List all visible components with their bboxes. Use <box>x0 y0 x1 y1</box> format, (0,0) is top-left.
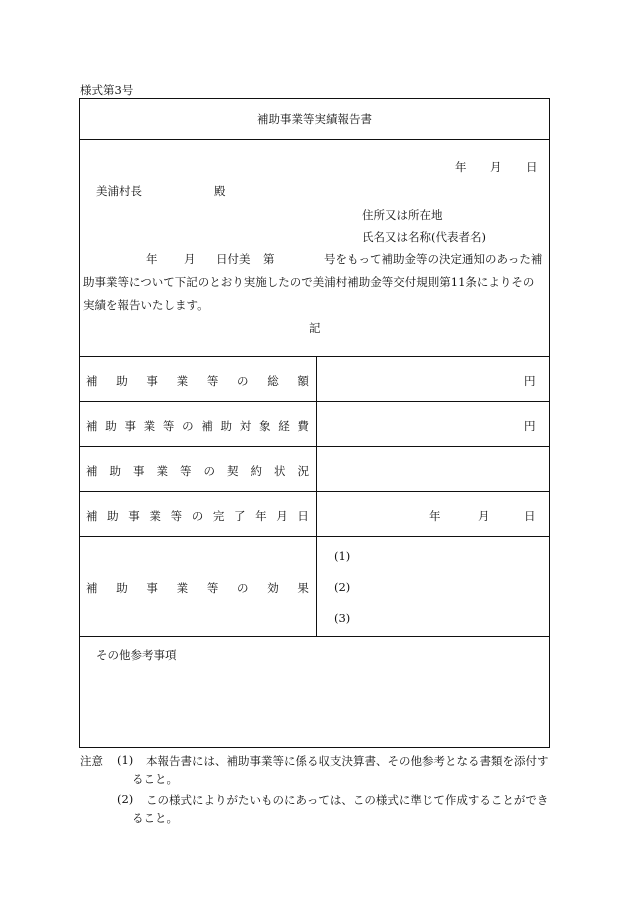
label-char: 補 <box>201 419 213 433</box>
effect-item-2: (2) <box>334 580 351 594</box>
addressee-name: 美浦村長 <box>96 184 142 198</box>
notes-heading: 注意 <box>80 754 103 768</box>
label-char: 助 <box>220 419 233 433</box>
note-2-line-1: この様式によりがたいものにあっては、この様式に準じて作成することができ <box>146 793 549 807</box>
label-char: 事 <box>146 581 158 595</box>
body-year: 年 <box>146 252 158 266</box>
label-char: 助 <box>116 374 128 388</box>
label-char: 助 <box>107 509 119 523</box>
effect-item-1: (1) <box>334 549 351 563</box>
ki-mark: 記 <box>309 321 321 335</box>
row-label-effect <box>86 580 309 596</box>
label-char: 対 <box>239 419 252 433</box>
name-label: 氏名又は名称(代表者名) <box>362 230 486 244</box>
label-char: の <box>237 581 249 595</box>
label-char: 業 <box>176 581 189 595</box>
divider <box>80 356 549 357</box>
row-label-contract-status <box>86 463 309 479</box>
form-number: 様式第3号 <box>80 83 134 97</box>
label-char: 事 <box>146 374 158 388</box>
label-char: 事 <box>133 464 145 478</box>
label-char: 経 <box>278 419 290 433</box>
date-month: 月 <box>490 160 502 174</box>
label-char: 等 <box>162 419 175 433</box>
addressee-honorific: 殿 <box>214 184 226 198</box>
note-2-number: (2) <box>117 792 134 806</box>
label-char: 契 <box>227 464 239 478</box>
completion-day: 日 <box>524 509 536 523</box>
label-char: 補 <box>86 464 98 478</box>
label-char: の <box>191 509 204 523</box>
label-char: 事 <box>124 419 136 433</box>
label-char: の <box>237 374 249 388</box>
divider <box>80 139 549 140</box>
row-label-eligible-cost <box>86 418 309 434</box>
column-divider <box>316 356 317 636</box>
divider <box>80 636 549 637</box>
divider <box>80 446 549 447</box>
label-char: 事 <box>128 509 140 523</box>
effect-item-3: (3) <box>334 611 351 625</box>
divider <box>80 401 549 402</box>
label-char: 助 <box>109 464 121 478</box>
row-label-completion-date <box>86 508 309 524</box>
body-line-3: 実績を報告いたします。 <box>83 298 209 312</box>
label-char: 等 <box>170 509 183 523</box>
label-char: 業 <box>156 464 168 478</box>
label-char: 補 <box>86 581 98 595</box>
label-char: 助 <box>105 419 117 433</box>
label-char: 業 <box>149 509 161 523</box>
label-char: 完 <box>212 509 225 523</box>
label-char: 効 <box>267 581 279 595</box>
label-char: の <box>182 419 194 433</box>
label-char: 業 <box>176 374 189 388</box>
label-char: 額 <box>297 374 309 388</box>
address-label: 住所又は所在地 <box>362 208 443 222</box>
label-char: 年 <box>255 509 267 523</box>
label-char: 業 <box>143 419 156 433</box>
date-day: 日 <box>526 160 538 174</box>
completion-year: 年 <box>429 509 441 523</box>
row-label-total <box>86 373 309 389</box>
label-char: 等 <box>206 374 219 388</box>
label-char: 日 <box>297 509 309 523</box>
label-char: 状 <box>274 464 286 478</box>
label-char: 果 <box>297 581 309 595</box>
note-2-line-2: ること。 <box>132 811 178 825</box>
label-char: 了 <box>233 509 246 523</box>
label-char: 補 <box>86 509 98 523</box>
label-char: の <box>203 464 215 478</box>
body-day-ref: 日付美 <box>216 252 251 266</box>
label-char: 総 <box>267 374 279 388</box>
label-char: 等 <box>206 581 219 595</box>
label-char: 費 <box>297 419 309 433</box>
body-line-1-rest: 号をもって補助金等の決定通知のあった補 <box>324 252 543 266</box>
label-char: 約 <box>250 464 262 478</box>
label-char: 月 <box>276 509 288 523</box>
date-year: 年 <box>455 160 467 174</box>
row-value-total: 円 <box>524 374 536 388</box>
form-title: 補助事業等実績報告書 <box>257 112 372 126</box>
label-char: 等 <box>180 464 192 478</box>
divider <box>80 536 549 537</box>
label-char: 補 <box>86 374 98 388</box>
note-1-line-1: 本報告書には、補助事業等に係る収支決算書、その他参考となる書類を添付す <box>146 754 549 768</box>
label-char: 象 <box>258 419 271 433</box>
label-char: 補 <box>86 419 98 433</box>
other-notes-label: その他参考事項 <box>96 648 177 662</box>
divider <box>80 491 549 492</box>
note-1-line-2: ること。 <box>132 772 178 786</box>
label-char: 助 <box>116 581 128 595</box>
label-char: 況 <box>297 464 309 478</box>
body-line-2: 助事業等について下記のとおり実施したので美浦村補助金等交付規則第11条によりその <box>83 275 535 289</box>
completion-month: 月 <box>478 509 490 523</box>
body-month: 月 <box>184 252 196 266</box>
body-dai: 第 <box>263 252 275 266</box>
row-value-eligible-cost: 円 <box>524 419 536 433</box>
note-1-number: (1) <box>117 753 134 767</box>
report-form <box>79 98 550 748</box>
